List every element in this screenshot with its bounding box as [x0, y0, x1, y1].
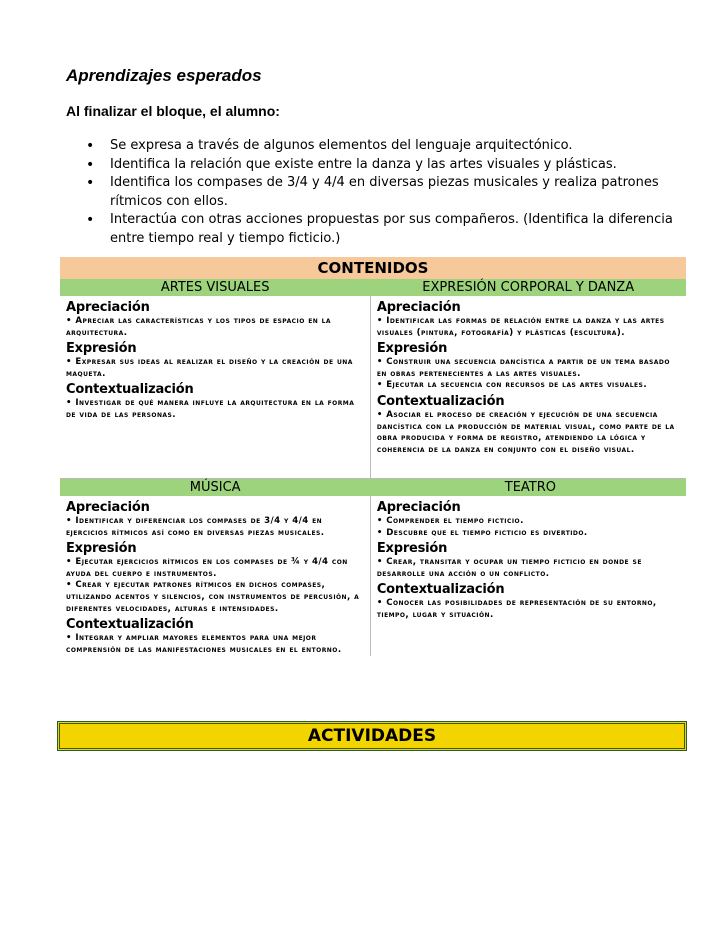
apreciacion-text: • Identificar y diferenciar los compases de 3/4 y 4/4 en ejercicios rítmicos así como en diversas piezas musicales.: [66, 516, 325, 538]
artes-visuales-cell: [60, 296, 370, 479]
expresion-heading: Expresión: [66, 341, 137, 357]
section-title: Aprendizajes esperados: [66, 66, 262, 85]
expresion-text: • Ejecutar ejercicios rítmicos en los compases de ¾ y 4/4 con ayuda del cuerpo e instrumentos.: [66, 557, 348, 579]
outcome-item: • Identifica la relación que existe entre la danza y las artes visuales y plásticas.: [84, 156, 674, 175]
expresion-heading: Expresión: [376, 541, 448, 557]
contextualizacion-text: • Asociar el proceso de creación y ejecución de una secuencia dancística con la producción de material visual, como parte de la obra producida y forma de registro, atendiendo la lógica y coherencia de la danza en conjunto con el diseño visual.: [376, 409, 675, 455]
danza-cell: [370, 296, 686, 479]
apreciacion-text: • Comprender el tiempo ficticio.: [376, 516, 524, 526]
expresion-text: • Construir una secuencia dancística a partir de un tema basado en obras pertenecientes a las artes visuales.: [376, 357, 670, 379]
danza-header: EXPRESIÓN CORPORAL Y DANZA: [370, 279, 686, 296]
actividades-header: ACTIVIDADES: [57, 721, 687, 751]
expresion-heading: Expresión: [376, 341, 448, 357]
expresion-text: • Crear y ejecutar patrones rítmicos en dichos compases, utilizando acentos y silencios, con instrumentos de percusión, a diferentes velocidades, alturas e intensidades.: [66, 580, 360, 614]
expresion-text: • Crear, transitar y ocupar un tiempo ficticio en donde se desarrolle una acción o un conflicto.: [376, 557, 642, 579]
apreciacion-text: • Apreciar las características y los tipos de espacio en la arquitectura.: [66, 316, 332, 338]
apreciacion-text: • Descubre que el tiempo ficticio es divertido.: [376, 527, 588, 538]
teatro-header: TEATRO: [370, 479, 686, 497]
musica-cell: [60, 496, 370, 656]
apreciacion-heading: Apreciación: [376, 500, 461, 515]
contextualizacion-text: • Investigar de qué manera influye la arquitectura en la forma de vida de las personas.: [66, 398, 355, 420]
contextualizacion-heading: Contextualización: [66, 617, 194, 633]
intro-text: Al finalizar el bloque, el alumno:: [66, 103, 280, 119]
artes-visuales-header: ARTES VISUALES: [60, 279, 370, 296]
apreciacion-text: • Identificar las formas de relación entre la danza y las artes visuales (pintura, fotografía) y plásticas (escultura).: [376, 316, 665, 338]
contextualizacion-heading: Contextualización: [376, 393, 505, 409]
contextualizacion-heading: Contextualización: [66, 382, 194, 398]
teatro-cell: [370, 496, 686, 656]
apreciacion-heading: Apreciación: [66, 300, 150, 315]
musica-header: MÚSICA: [60, 479, 370, 497]
contextualizacion-text: • Integrar y ampliar mayores elementos para una mejor comprensión de las manifestaciones musicales en el entorno.: [66, 633, 342, 655]
apreciacion-heading: Apreciación: [66, 500, 150, 515]
contenidos-table: [60, 257, 686, 656]
outcome-item: • Identifica los compases de 3/4 y 4/4 en diversas piezas musicales y realiza patrones rítmicos con ellos.: [84, 174, 674, 211]
expresion-heading: Expresión: [66, 541, 137, 557]
contenidos-header: CONTENIDOS: [60, 257, 686, 279]
contextualizacion-heading: Contextualización: [376, 582, 505, 598]
expresion-text: • Ejecutar la secuencia con recursos de las artes visuales.: [376, 380, 648, 391]
learning-outcomes-list: [84, 137, 674, 248]
contextualizacion-text: • Conocer las posibilidades de representación de su entorno, tiempo, lugar y situación.: [376, 598, 657, 620]
expresion-text: • Expresar sus ideas al realizar el diseño y la creación de una maqueta.: [66, 357, 353, 379]
apreciacion-heading: Apreciación: [376, 300, 461, 315]
outcome-item: • Interactúa con otras acciones propuestas por sus compañeros. (Identifica la diferencia entre tiempo real y tiempo ficticio.): [84, 211, 674, 248]
outcome-item: • Se expresa a través de algunos elementos del lenguaje arquitectónico.: [84, 137, 674, 156]
